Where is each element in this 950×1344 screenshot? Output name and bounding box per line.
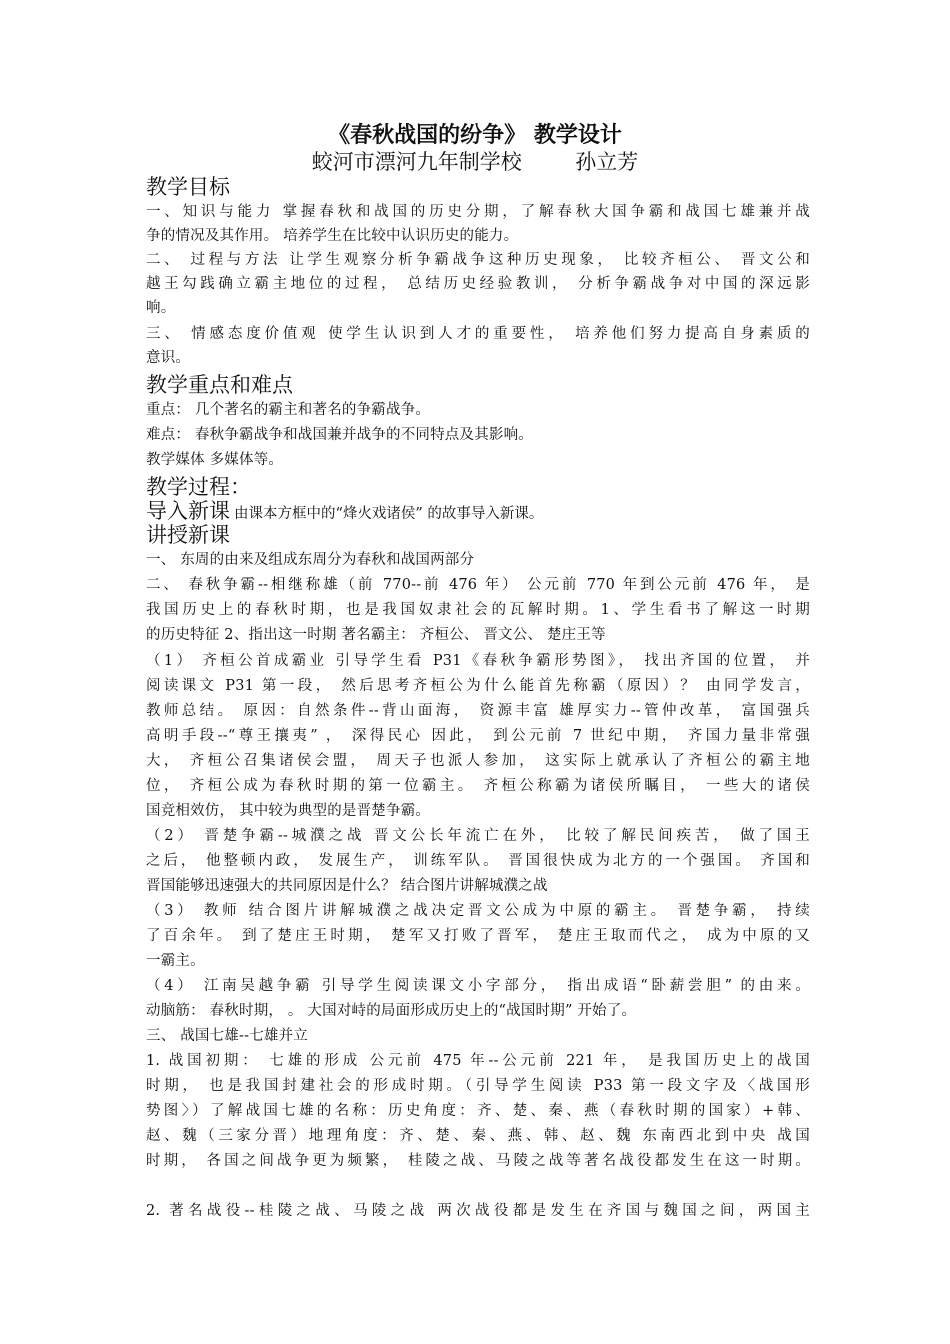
goal-line: 越王勾践确立霸主地位的过程， 总结历史经验教训， 分析争霸战争对中国的深远影 [146, 276, 810, 292]
teach-line: （3） 教师 结合图片讲解城濮之战决定晋文公成为中原的霸主。 晋楚争霸， 持续 [146, 903, 810, 919]
teach-line: 三、 战国七雄--七雄并立 [146, 1028, 309, 1044]
teach-line: 阅读课文 P31 第一段， 然后思考齐桓公为什么能首先称霸（原因）？ 由同学发言， [146, 678, 810, 694]
document-title: 《春秋战国的纷争》 教学设计 [328, 123, 622, 148]
teach-line: 1. 战国初期： 七雄的形成 公元前 475 年--公元前 221 年， 是我国历史上的战国 [146, 1053, 810, 1069]
goal-line: 二、 过程与方法 让学生观察分析争霸战争这种历史现象， 比较齐桓公、 晋文公和 [146, 252, 810, 268]
teach-line: 一、 东周的由来及组成东周分为春秋和战国两部分 [146, 552, 475, 568]
teach-line: （1） 齐桓公首成霸业 引导学生看 P31《春秋争霸形势图》， 找出齐国的位置， 并 [146, 653, 810, 669]
teach-line: 国竞相效仿， 其中较为典型的是晋楚争霸。 [146, 803, 431, 819]
teach-line: 势图〉）了解战国七雄的名称：历史角度：齐、楚、秦、燕（春秋时期的国家）+韩、 [146, 1103, 810, 1119]
intro-text: 由课本方框中的“烽火戏诸侯” 的故事导入新课。 [234, 506, 544, 522]
goal-line: 争的情况及其作用。 培养学生在比较中认识历史的能力。 [146, 228, 519, 244]
teach-line: 大， 齐桓公召集诸侯会盟， 周天子也派人参加， 这实际上就承认了齐桓公的霸主地 [146, 753, 810, 769]
teach-line: 之后， 他整顿内政， 发展生产， 训练军队。 晋国很快成为北方的一个强国。 齐国和 [146, 853, 810, 869]
teach-line: 我国历史上的春秋时期，也是我国奴隶社会的瓦解时期。1、学生看书了解这一时期 [146, 602, 810, 618]
teach-line: 2. 著名战役--桂陵之战、马陵之战 两次战役都是发生在齐国与魏国之间，两国主 [146, 1203, 810, 1219]
heading-teaching-goals: 教学目标 [146, 175, 230, 199]
teach-line: （4） 江南吴越争霸 引导学生阅读课文小字部分， 指出成语“卧薪尝胆” 的由来。 [146, 978, 810, 994]
goal-line: 三、 情感态度价值观 使学生认识到人才的重要性， 培养他们努力提高自身素质的 [146, 326, 810, 342]
heading-teaching-process: 教学过程： [146, 475, 251, 499]
teach-line: 一霸主。 [146, 953, 205, 969]
heading-new-lesson: 讲授新课 [146, 523, 230, 547]
teach-line: 的历史特征 2、指出这一时期 著名霸主： 齐桓公、 晋文公、 楚庄王等 [146, 627, 606, 643]
goal-line: 一、知识与能力 掌握春秋和战国的历史分期，了解春秋大国争霸和战国七雄兼并战 [146, 204, 810, 220]
intro-heading-text: 导入新课 [146, 499, 230, 523]
teach-line: 高明手段--“尊王攘夷” ， 深得民心 因此， 到公元前 7 世纪中期， 齐国力量非常强 [146, 728, 810, 744]
teach-line: （2） 晋楚争霸--城濮之战 晋文公长年流亡在外， 比较了解民间疾苦， 做了国王 [146, 828, 810, 844]
goal-line: 响。 [146, 300, 176, 316]
teach-line: 赵、魏（三家分晋）地理角度：齐、楚、秦、燕、韩、赵、魏 东南西北到中央 战国 [146, 1128, 810, 1144]
teach-line: 二、 春秋争霸--相继称雄（前 770--前 476 年） 公元前 770 年到公元前 476 年， 是 [146, 577, 810, 593]
document-subtitle: 蛟河市漂河九年制学校 孙立芳 [311, 150, 639, 174]
goal-line: 意识。 [146, 350, 191, 366]
focus-line: 难点： 春秋争霸战争和战国兼并战争的不同特点及其影响。 [146, 427, 534, 443]
teach-line: 了百余年。 到了楚庄王时期， 楚军又打败了晋军， 楚庄王取而代之， 成为中原的又 [146, 928, 810, 944]
focus-line: 教学媒体 多媒体等。 [146, 452, 284, 468]
teach-line: 时期， 各国之间战争更为频繁， 桂陵之战、马陵之战等著名战役都发生在这一时期。 [146, 1153, 810, 1169]
teach-line: 晋国能够迅速强大的共同原因是什么？ 结合图片讲解城濮之战 [146, 878, 548, 894]
focus-line: 重点： 几个著名的霸主和著名的争霸战争。 [146, 402, 431, 418]
teach-line: 动脑筋： 春秋时期， 。 大国对峙的局面形成历史上的“战国时期” 开始了。 [146, 1003, 637, 1019]
teach-line: 教师总结。 原因：自然条件--背山面海， 资源丰富 雄厚实力--管仲改革， 富国强兵 [146, 703, 810, 719]
heading-focus-difficulty: 教学重点和难点 [146, 373, 293, 397]
teach-line: 时期， 也是我国封建社会的形成时期。（引导学生阅读 P33 第一段文字及〈战国形 [146, 1078, 810, 1094]
teach-line: 位， 齐桓公成为春秋时期的第一位霸主。 齐桓公称霸为诸侯所瞩目， 一些大的诸侯 [146, 778, 810, 794]
